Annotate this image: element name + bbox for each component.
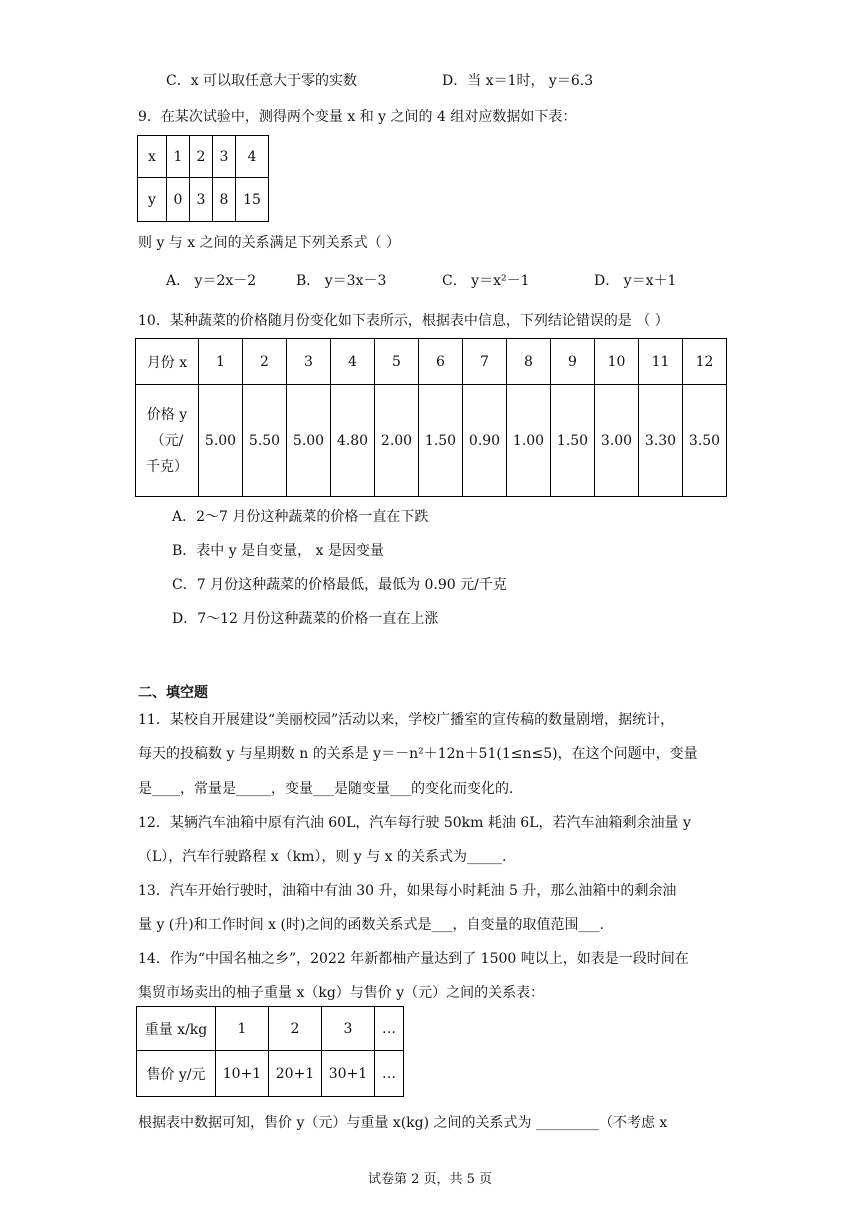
q14-line3: 根据表中数据可知，售价 y（元）与重量 x(kg) 之间的关系式为 _________（不考虑 x xyxy=(138,1115,668,1131)
table-cell: 3 xyxy=(322,1007,375,1051)
q13-line2: 量 y (升)和工作时间 x (时)之间的函数关系式是___，自变量的取值范围___. xyxy=(138,917,604,933)
page-footer: 试卷第 2 页，共 5 页 xyxy=(367,1172,493,1187)
price-cell: 0.90 xyxy=(463,385,507,497)
q10-table xyxy=(135,338,727,497)
q11-line3: 是____，常量是_____，变量___是随变量___的变化而变化的. xyxy=(138,781,514,797)
price-label-2: （元/ xyxy=(150,432,184,449)
price-cell: 4.80 xyxy=(331,385,375,497)
q14-line2: 集贸市场卖出的柚子重量 x（kg）与售价 y（元）之间的关系表： xyxy=(138,985,545,1001)
table-cell: 8 xyxy=(213,178,236,222)
price-cell: 3.00 xyxy=(595,385,639,497)
q9-question: 则 y 与 x 之间的关系满足下列关系式（ ） xyxy=(138,235,401,251)
table-cell: 0 xyxy=(167,178,190,222)
table-cell: 重量 x/kg xyxy=(137,1007,216,1051)
price-label-3: 千克） xyxy=(146,458,188,475)
price-label-1: 价格 y xyxy=(146,406,188,423)
table-cell: 2 xyxy=(269,1007,322,1051)
table-cell: 售价 y/元 xyxy=(137,1051,216,1097)
q9-option-a: A． y＝2x－2 xyxy=(166,273,257,289)
table-cell: 1 xyxy=(216,1007,269,1051)
q12-line1: 12．某辆汽车油箱中原有汽油 60L，汽车每行驶 50km 耗油 6L，若汽车油箱剩余油量 y xyxy=(138,815,691,831)
price-cell: 5.00 xyxy=(199,385,243,497)
q12-line2: （L），汽车行驶路程 x（km），则 y 与 x 的关系式为_____. xyxy=(138,849,507,865)
price-cell: 3.50 xyxy=(683,385,727,497)
q9-option-d: D． y＝x＋1 xyxy=(594,273,677,289)
month-cell: 8 xyxy=(507,339,551,385)
price-cell: 1.00 xyxy=(507,385,551,497)
price-cell: 5.00 xyxy=(287,385,331,497)
table-cell: y xyxy=(138,178,167,222)
month-cell: 2 xyxy=(243,339,287,385)
q9-option-c: C． y＝x²－1 xyxy=(442,273,530,289)
month-cell: 4 xyxy=(331,339,375,385)
q14-row-weight xyxy=(137,1007,404,1051)
q10-row-price xyxy=(136,385,727,497)
table-cell: 15 xyxy=(236,178,269,222)
q10-option-b: B．表中 y 是自变量， x 是因变量 xyxy=(172,543,384,559)
table-cell: x xyxy=(138,136,167,178)
q8-option-c: C．x 可以取任意大于零的实数 xyxy=(166,73,358,89)
q9-row-y xyxy=(138,178,269,222)
table-cell: 3 xyxy=(213,136,236,178)
month-cell: 1 xyxy=(199,339,243,385)
price-cell: 1.50 xyxy=(419,385,463,497)
table-cell: 4 xyxy=(236,136,269,178)
q8-option-d: D．当 x＝1时， y＝6.3 xyxy=(442,73,594,89)
month-cell: 12 xyxy=(683,339,727,385)
month-cell: 11 xyxy=(639,339,683,385)
month-cell: 10 xyxy=(595,339,639,385)
price-cell: 1.50 xyxy=(551,385,595,497)
month-cell: 5 xyxy=(375,339,419,385)
q9-stem: 9．在某次试验中，测得两个变量 x 和 y 之间的 4 组对应数据如下表： xyxy=(138,109,577,125)
q14-row-price xyxy=(137,1051,404,1097)
price-cell: 2.00 xyxy=(375,385,419,497)
table-cell: … xyxy=(375,1051,404,1097)
month-cell: 6 xyxy=(419,339,463,385)
q14-table xyxy=(136,1006,404,1097)
table-cell: 1 xyxy=(167,136,190,178)
q9-row-x xyxy=(138,136,269,178)
month-cell: 9 xyxy=(551,339,595,385)
table-header-month: 月份 x xyxy=(136,339,199,385)
table-cell: 20+1 xyxy=(269,1051,322,1097)
section-title: 二、填空题 xyxy=(138,685,208,701)
q13-line1: 13．汽车开始行驶时，油箱中有油 30 升，如果每小时耗油 5 升，那么油箱中的剩余油 xyxy=(138,883,677,899)
q11-line1: 11．某校自开展建设“美丽校园”活动以来，学校广播室的宣传稿的数量剧增，据统计， xyxy=(138,712,675,728)
table-cell: 30+1 xyxy=(322,1051,375,1097)
table-cell: 10+1 xyxy=(216,1051,269,1097)
month-cell: 7 xyxy=(463,339,507,385)
q9-table xyxy=(137,135,269,222)
price-cell: 3.30 xyxy=(639,385,683,497)
price-cell: 5.50 xyxy=(243,385,287,497)
q11-line2: 每天的投稿数 y 与星期数 n 的关系是 y＝－n²＋12n＋51(1≤n≤5)，在这个问题中，变量 xyxy=(138,746,698,762)
q10-option-c: C．7 月份这种蔬菜的价格最低，最低为 0.90 元/千克 xyxy=(172,577,507,593)
q14-line1: 14．作为“中国名柚之乡”，2022 年新都柚产量达到了 1500 吨以上，如表是一段时间在 xyxy=(138,951,689,967)
q10-option-a: A．2～7 月份这种蔬菜的价格一直在下跌 xyxy=(172,509,429,525)
table-header-price xyxy=(136,385,199,497)
q10-stem: 10．某种蔬菜的价格随月份变化如下表所示，根据表中信息，下列结论错误的是 （ ） xyxy=(138,313,669,329)
month-cell: 3 xyxy=(287,339,331,385)
table-cell: … xyxy=(375,1007,404,1051)
table-cell: 2 xyxy=(190,136,213,178)
q10-row-month xyxy=(136,339,727,385)
q10-option-d: D．7～12 月份这种蔬菜的价格一直在上涨 xyxy=(172,611,439,627)
q9-option-b: B． y＝3x－3 xyxy=(296,273,387,289)
table-cell: 3 xyxy=(190,178,213,222)
